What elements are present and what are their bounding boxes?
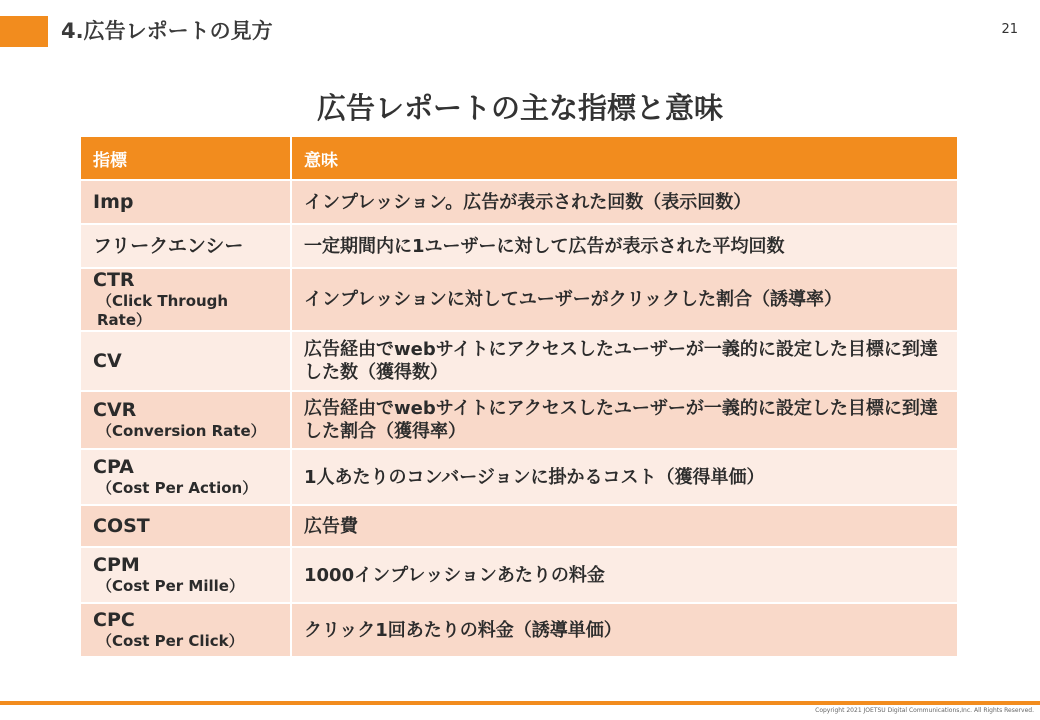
term-label: CV [93, 349, 122, 372]
table-row [81, 268, 957, 331]
column-header-metric: 指標 [81, 137, 291, 180]
meaning-cell: 広告経由でwebサイトにアクセスしたユーザーが一義的に設定した目標に到達した数（獲得数） [291, 331, 957, 391]
meaning-cell: 1人あたりのコンバージョンに掛かるコスト（獲得単価） [291, 449, 957, 505]
term-cell [81, 180, 291, 224]
meaning-cell: 1000インプレッションあたりの料金 [291, 547, 957, 603]
term-fullname: （Conversion Rate） [97, 422, 266, 440]
term-cell [81, 391, 291, 449]
meaning-cell: 一定期間内に1ユーザーに対して広告が表示された平均回数 [291, 224, 957, 268]
table-row [81, 505, 957, 547]
term-cell [81, 224, 291, 268]
section-title: 4.広告レポートの見方 [61, 19, 273, 43]
term-label: COST [93, 514, 150, 537]
header-accent-bar [0, 16, 48, 47]
table-row [81, 603, 957, 657]
term-label: フリークエンシー [93, 234, 244, 257]
table-row [81, 224, 957, 268]
term-fullname: （Cost Per Action） [97, 479, 258, 497]
column-header-meaning: 意味 [291, 137, 957, 180]
term-cell [81, 505, 291, 547]
term-fullname: （Cost Per Click） [97, 632, 244, 650]
meaning-cell: インプレッション。広告が表示された回数（表示回数） [291, 180, 957, 224]
term-fullname: （Click Through Rate） [97, 292, 229, 329]
slide-title: 広告レポートの主な指標と意味 [316, 91, 723, 125]
copyright-text: Copyright 2021 JOETSU Digital Communications,Inc. All Rights Reserved. [815, 707, 1034, 714]
meaning-cell: クリック1回あたりの料金（誘導単価） [291, 603, 957, 657]
meaning-cell: 広告費 [291, 505, 957, 547]
term-label: CPC [93, 609, 135, 631]
table-row [81, 391, 957, 449]
term-label: Imp [93, 190, 134, 213]
metrics-table [81, 137, 957, 658]
meaning-cell: 広告経由でwebサイトにアクセスしたユーザーが一義的に設定した目標に到達した割合（獲得率） [291, 391, 957, 449]
term-fullname: （Cost Per Mille） [97, 577, 244, 595]
meaning-cell: インプレッションに対してユーザーがクリックした割合（誘導率） [291, 268, 957, 331]
table-row [81, 180, 957, 224]
term-cell [81, 449, 291, 505]
page-number: 21 [1001, 22, 1018, 37]
term-cell [81, 603, 291, 657]
table-header-row [81, 137, 957, 180]
term-label: CTR [93, 269, 135, 291]
term-label: CVR [93, 399, 137, 421]
term-cell [81, 331, 291, 391]
term-label: CPA [93, 456, 134, 478]
footer-accent-line [0, 701, 1040, 705]
table-row [81, 331, 957, 391]
table-row [81, 449, 957, 505]
term-cell [81, 268, 291, 331]
table-row [81, 547, 957, 603]
term-cell [81, 547, 291, 603]
term-label: CPM [93, 554, 140, 576]
